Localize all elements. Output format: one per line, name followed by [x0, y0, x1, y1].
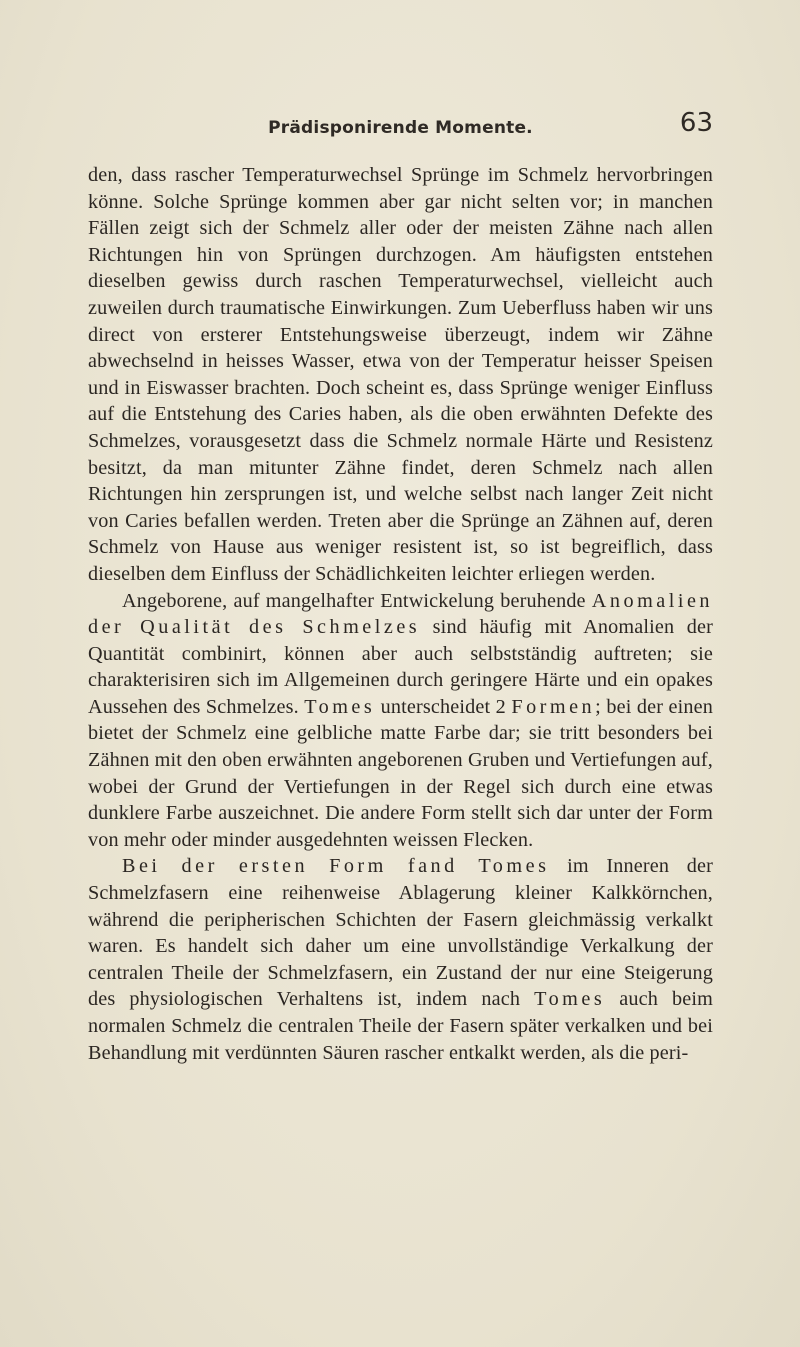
running-title: Prädisponirende Momente. [268, 118, 533, 138]
page-number: 63 [679, 108, 713, 138]
paragraph-2-tail: ; bei der einen bietet der Schmelz eine gelbliche matte Farbe dar; sie tritt besonders bei Zähnen mit den oben erwähnten angeborenen Gruben und Vertiefungen auf, wobei der Grund der Vertiefungen in der Regel sich durch eine etwas dunklere Farbe auszeichnet. Die andere Form stellt sich dar unter der Form von mehr oder minder ausgedehnten weissen Flecken. [88, 695, 713, 851]
emphasis-erste-form: Bei der ersten Form fand Tomes [122, 855, 550, 878]
paragraph-2-mid-1: sind häufig mit Anomalien der Quantität combinirt, können aber auch selbstständig auftreten; sie charakterisiren sich im Allgemeinen durch geringere Härte und ein opakes Aussehen des Schmelzes. [88, 616, 713, 718]
body-text [88, 162, 713, 1066]
paragraph-3-tail: auch beim normalen Schmelz die centralen Theile der Fasern später verkalken und bei Behandlung mit verdünnten Säuren rascher entkalkt werden, als die peri- [88, 988, 713, 1064]
paragraph-2-lead: Angeborene, auf mangelhafter Entwickelung beruhende [122, 589, 592, 612]
author-name-tomes: Tomes [304, 695, 376, 718]
paragraph-3 [88, 853, 713, 1066]
author-name-tomes-2: Tomes [534, 988, 606, 1011]
page-header [88, 108, 713, 148]
emphasis-anomalien-qualitaet: Anomalien der Qualität des Schmelzes [88, 589, 713, 639]
paragraph-2-mid-2: unterscheidet 2 [375, 695, 512, 718]
paragraph-2 [88, 588, 713, 854]
paragraph-3-mid-1: im Inneren der Schmelzfasern eine reihenweise Ablagerung kleiner Kalkkörnchen, während die peripherischen Schichten der Fasern gleichmässig verkalkt waren. Es handelt sich daher um eine unvollständige Verkalkung der centralen Theile der Schmelzfasern, ein Zustand der nur eine Steigerung des physiologischen Verhaltens ist, indem nach [88, 855, 713, 1011]
paragraph-1: den, dass rascher Temperaturwechsel Sprünge im Schmelz hervorbringen könne. Solche Sprünge kommen aber gar nicht selten vor; in manchen Fällen zeigt sich der Schmelz aller oder der meisten Zähne nach allen Richtungen hin von Sprüngen durchzogen. Am häufigsten entstehen dieselben gewiss durch raschen Temperaturwechsel, vielleicht auch zuweilen durch traumatische Einwirkungen. Zum Ueberfluss haben wir uns direct von ersterer Entstehungsweise überzeugt, indem wir Zähne abwechselnd in heisses Wasser, etwa von der Temperatur heisser Speisen und in Eiswasser brachten. Doch scheint es, dass Sprünge weniger Einfluss auf die Entstehung des Caries haben, als die oben erwähnten Defekte des Schmelzes, vorausgesetzt dass die Schmelz normale Härte und Resistenz besitzt, da man mitunter Zähne findet, deren Schmelz nach allen Richtungen hin zersprungen ist, und welche selbst nach langer Zeit nicht von Caries befallen werden. Treten aber die Sprünge an Zähnen auf, deren Schmelz von Hause aus weniger resistent ist, so ist begreiflich, dass dieselben dem Einfluss der Schädlichkeiten leichter erliegen werden. [88, 164, 713, 585]
emphasis-formen: Formen [511, 695, 596, 718]
